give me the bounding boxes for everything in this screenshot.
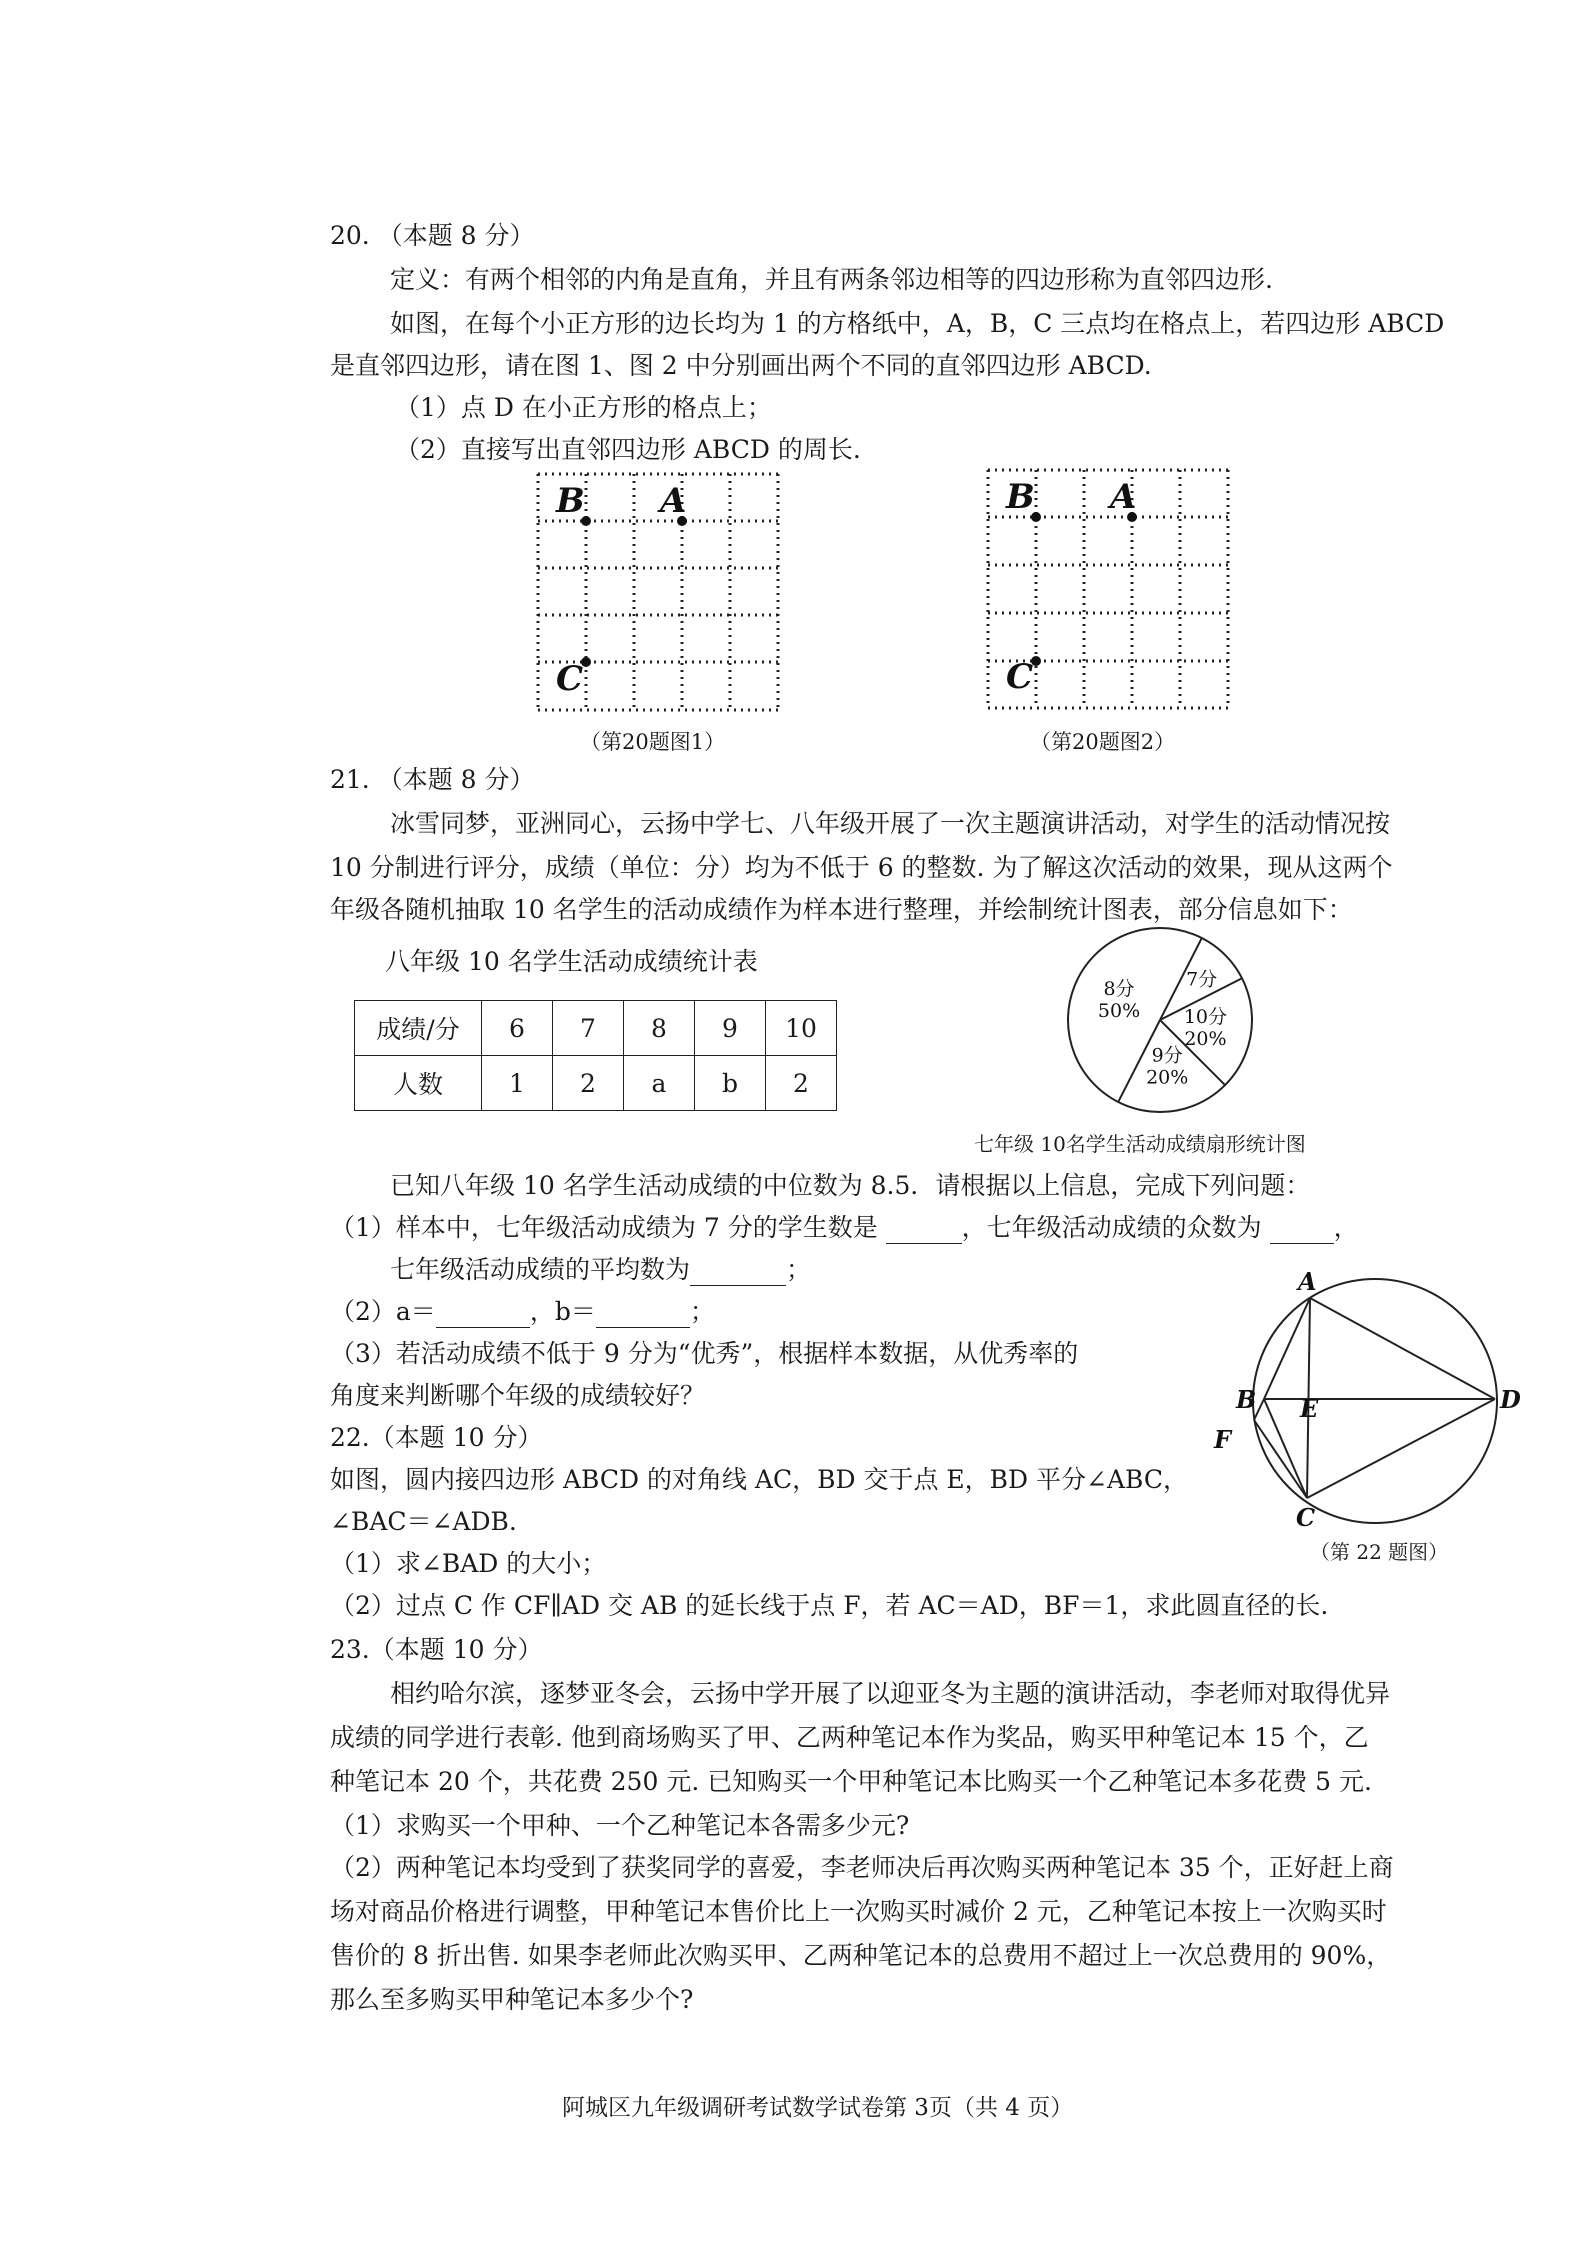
circumscribed-circle xyxy=(1253,1279,1497,1523)
circle-label-f: F xyxy=(1214,1425,1232,1454)
score-row xyxy=(355,1001,837,1056)
q20-intro-line1: 如图，在每个小正方形的边长均为 1 的方格纸中，A，B，C 三点均在格点上，若四边形 ABCD xyxy=(390,309,1445,338)
q23-part2-line3: 售价的 8 折出售. 如果李老师此次购买甲、乙两种笔记本的总费用不超过上一次总费用的 90%， xyxy=(330,1941,1392,1970)
q20-part1: （1）点 D 在小正方形的格点上； xyxy=(395,393,772,422)
segment-cd xyxy=(1307,1399,1495,1498)
q21-subq2 xyxy=(330,1296,715,1328)
q20-caption-2: （第20题图2） xyxy=(1030,730,1176,754)
count-row xyxy=(355,1056,837,1111)
answer-blank[interactable] xyxy=(596,1301,690,1328)
q23-paragraph-line2: 成绩的同学进行表彰. 他到商场购买了甲、乙两种笔记本作为奖品，购买甲种笔记本 15 个，乙 xyxy=(330,1723,1369,1752)
q21-subq1-text-d: 七年级活动成绩的平均数为 xyxy=(390,1255,691,1284)
q21-table-title: 八年级 10 名学生活动成绩统计表 xyxy=(385,947,758,976)
q23-heading: 23.（本题 10 分） xyxy=(330,1635,543,1664)
pie-slice-percent: 50% xyxy=(1097,1000,1141,1023)
q21-subq1-text-b: ，七年级活动成绩的众数为 xyxy=(961,1213,1262,1242)
answer-blank[interactable] xyxy=(886,1217,962,1244)
table-cell: 6 xyxy=(482,1001,553,1056)
q20-grid-figure-1 xyxy=(520,462,800,732)
pie-slice-label: 7分 xyxy=(1186,968,1218,991)
table-cell: 2 xyxy=(766,1056,837,1111)
q23-paragraph-line3: 种笔记本 20 个，共花费 250 元. 已知购买一个甲种笔记本比购买一个乙种笔记本多花费 5 元. xyxy=(330,1767,1372,1796)
q20-definition: 定义：有两个相邻的内角是直角，并且有两条邻边相等的四边形称为直邻四边形. xyxy=(390,265,1273,294)
q22-caption: （第 22 题图） xyxy=(1310,1540,1449,1564)
count-row-label: 人数 xyxy=(355,1056,482,1111)
q23-paragraph-line1: 相约哈尔滨，逐梦亚冬会，云扬中学开展了以迎亚冬为主题的演讲活动，李老师对取得优异 xyxy=(390,1679,1391,1708)
circle-label-a: A xyxy=(1298,1267,1317,1296)
answer-blank[interactable] xyxy=(1270,1217,1334,1244)
q22-paragraph-line1: 如图，圆内接四边形 ABCD 的对角线 AC，BD 交于点 E，BD 平分∠ABC， xyxy=(330,1465,1188,1494)
q23-part1: （1）求购买一个甲种、一个乙种笔记本各需多少元? xyxy=(330,1811,910,1840)
q22-circle-figure xyxy=(1200,1260,1530,1530)
q21-subq1-text-a: （1）样本中，七年级活动成绩为 7 分的学生数是 xyxy=(330,1213,878,1242)
q21-subq2-text-c: ； xyxy=(689,1297,715,1326)
table-cell: 9 xyxy=(695,1001,766,1056)
answer-blank[interactable] xyxy=(436,1301,530,1328)
q21-subq1-line1 xyxy=(330,1212,1359,1244)
q21-subq1-text-e: ； xyxy=(786,1255,812,1284)
table-cell: 2 xyxy=(553,1056,624,1111)
circle-label-e: E xyxy=(1300,1394,1319,1423)
pie-chart-caption: 七年级 10名学生活动成绩扇形统计图 xyxy=(974,1132,1306,1156)
q21-subq2-text-b: ，b＝ xyxy=(529,1297,596,1326)
circle-label-d: D xyxy=(1500,1385,1521,1414)
circle-label-b: B xyxy=(1236,1385,1257,1414)
q21-known: 已知八年级 10 名学生活动成绩的中位数为 8.5．请根据以上信息，完成下列问题： xyxy=(390,1171,1311,1200)
pie-slice-label: 9分 xyxy=(1151,1044,1183,1067)
label-c: C xyxy=(556,659,584,699)
q20-heading: 20. （本题 8 分） xyxy=(330,221,535,250)
label-b: B xyxy=(556,481,585,521)
q21-paragraph-line2: 10 分制进行评分，成绩（单位：分）均为不低于 6 的整数. 为了解这次活动的效果，现从这两个 xyxy=(330,853,1393,882)
score-table xyxy=(354,1000,837,1111)
segment-ab xyxy=(1264,1298,1310,1399)
q23-part2-line2: 场对商品价格进行调整，甲种笔记本售价比上一次购买时减价 2 元，乙种笔记本按上一次购买时 xyxy=(330,1897,1387,1926)
q21-subq3-line1: （3）若活动成绩不低于 9 分为“优秀”，根据样本数据，从优秀率的 xyxy=(330,1339,1079,1368)
pie-slice-percent: 20% xyxy=(1146,1066,1189,1089)
q22-paragraph-line2: ∠BAC＝∠ADB. xyxy=(330,1507,517,1536)
q21-paragraph-line1: 冰雪同梦，亚洲同心，云扬中学七、八年级开展了一次主题演讲活动，对学生的活动情况按 xyxy=(390,809,1391,838)
q21-paragraph-line3: 年级各随机抽取 10 名学生的活动成绩作为样本进行整理，并绘制统计图表，部分信息如下： xyxy=(330,895,1353,924)
table-cell: a xyxy=(624,1056,695,1111)
table-cell: 8 xyxy=(624,1001,695,1056)
label-a: A xyxy=(1110,477,1137,517)
q23-part2-line4: 那么至多购买甲种笔记本多少个? xyxy=(330,1985,694,2014)
q21-subq2-text-a: （2）a＝ xyxy=(330,1297,436,1326)
q21-subq3-line2: 角度来判断哪个年级的成绩较好？ xyxy=(330,1381,706,1410)
label-b: B xyxy=(1006,477,1035,517)
pie-slice-label: 10分 xyxy=(1183,1006,1228,1029)
segment-fc xyxy=(1254,1420,1307,1498)
pie-slice-percent: 20% xyxy=(1184,1028,1227,1051)
q22-heading: 22.（本题 10 分） xyxy=(330,1423,543,1452)
q22-part1: （1）求∠BAD 的大小； xyxy=(330,1549,607,1578)
q21-heading: 21. （本题 8 分） xyxy=(330,765,535,794)
segment-ad xyxy=(1310,1298,1495,1399)
table-cell: 7 xyxy=(553,1001,624,1056)
table-cell: 1 xyxy=(482,1056,553,1111)
label-a: A xyxy=(660,481,687,521)
label-c: C xyxy=(1006,657,1034,697)
q20-intro-line2: 是直邻四边形，请在图 1、图 2 中分别画出两个不同的直邻四边形 ABCD. xyxy=(330,351,1152,380)
q21-subq1-line2 xyxy=(390,1254,811,1286)
q20-part2: （2）直接写出直邻四边形 ABCD 的周长. xyxy=(395,435,861,464)
pie-chart xyxy=(1040,920,1280,1120)
table-cell: 10 xyxy=(766,1001,837,1056)
q23-part2-line1: （2）两种笔记本均受到了获奖同学的喜爱，李老师决后再次购买两种笔记本 35 个，正好赶上商 xyxy=(330,1853,1394,1882)
q20-caption-1: （第20题图1） xyxy=(580,730,726,754)
score-row-label: 成绩/分 xyxy=(355,1001,482,1056)
q20-grid-figure-2 xyxy=(970,458,1250,728)
page-footer: 阿城区九年级调研考试数学试卷第 3页（共 4 页） xyxy=(562,2095,1074,2121)
q21-subq1-text-c: ， xyxy=(1333,1213,1359,1242)
q22-part2: （2）过点 C 作 CF∥AD 交 AB 的延长线于点 F，若 AC＝AD，BF＝1，求此圆直径的长. xyxy=(330,1591,1329,1620)
answer-blank[interactable] xyxy=(690,1259,786,1286)
table-cell: b xyxy=(695,1056,766,1111)
pie-slice-label: 8分 xyxy=(1103,978,1135,1001)
circle-label-c: C xyxy=(1296,1503,1316,1530)
